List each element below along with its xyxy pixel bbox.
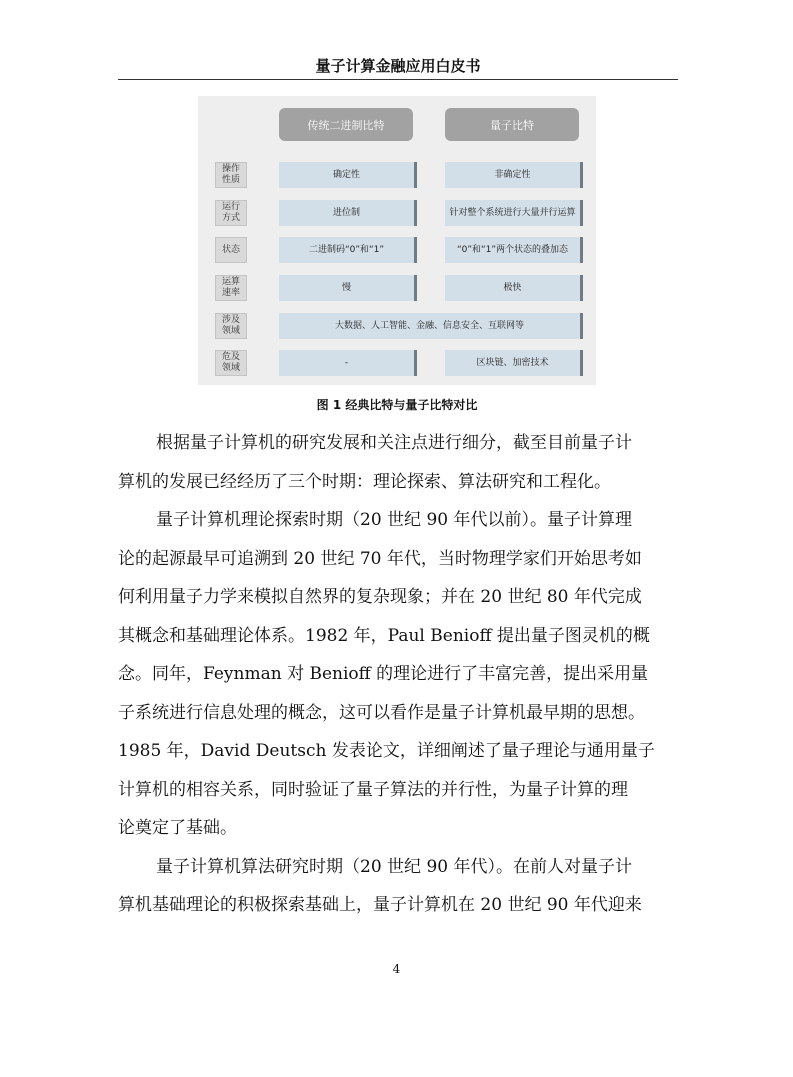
text-line-content: 论奠定了基础。 — [118, 818, 237, 838]
text-line-content: 论的起源最早可追溯到 20 世纪 70 年代，当时物理学家们开始思考如 — [118, 548, 642, 569]
page-number: 4 — [392, 962, 401, 976]
text-line — [118, 771, 690, 810]
cell-mode-classical: 进位制 — [279, 200, 417, 226]
text-line — [118, 578, 690, 617]
text-line-content: 算机基础理论的积极探索基础上，量子计算机在 20 世纪 90 年代迎来 — [118, 895, 642, 915]
text-line-content: 算机的发展已经经历了三个时期：理论探索、算法研究和工程化。 — [118, 471, 611, 492]
text-line-content: 何利用量子力学来模拟自然界的复杂现象；并在 20 世纪 80 年代完成 — [118, 587, 642, 607]
text-line-content: 念。同年，Feynman 对 Benioff 的理论进行了丰富完善，提出采用量 — [118, 664, 649, 684]
text-line — [118, 694, 690, 733]
row-label-state: 状态 — [215, 237, 247, 263]
cell-speed-classical: 慢 — [279, 275, 417, 301]
cell-threatened-classical: - — [279, 350, 417, 376]
text-line — [118, 732, 690, 771]
cell-speed-quantum: 极快 — [445, 275, 583, 301]
col-header-quantum-bit: 量子比特 — [445, 108, 579, 141]
text-line-content: 其概念和基础理论体系。1982 年，Paul Benioff 提出量子图灵机的概 — [118, 625, 650, 646]
page-header-title: 量子计算金融应用白皮书 — [118, 56, 678, 80]
row-label-speed: 运算 速率 — [215, 275, 247, 301]
row-label-operation: 操作 性质 — [215, 162, 247, 188]
row-label-fields: 涉及 领域 — [215, 313, 247, 339]
text-line — [118, 617, 690, 656]
cell-state-classical: 二进制码“0”和“1” — [279, 237, 417, 263]
text-line — [118, 463, 690, 502]
text-line-content: 根据量子计算机的研究发展和关注点进行细分，截至目前量子计 — [156, 433, 632, 453]
text-line-content: 量子计算机理论探索时期（20 世纪 90 年代以前）。量子计算理 — [156, 510, 632, 530]
text-line — [118, 540, 690, 579]
text-line — [118, 809, 690, 848]
text-line — [118, 501, 690, 540]
cell-threatened-quantum: 区块链、加密技术 — [445, 350, 583, 376]
text-line-content: 1985 年，David Deutsch 发表论文，详细阐述了量子理论与通用量子 — [118, 741, 655, 761]
cell-fields-merged: 大数据、人工智能、金融、信息安全、互联网等 — [279, 313, 583, 339]
cell-mode-quantum: 针对整个系统进行大量并行运算 — [445, 200, 583, 226]
row-label-mode: 运行 方式 — [215, 200, 247, 226]
text-line — [118, 886, 690, 925]
cell-operation-quantum: 非确定性 — [445, 162, 583, 188]
text-line — [118, 655, 690, 694]
row-label-threatened-fields: 危及 领域 — [215, 350, 247, 376]
cell-state-quantum: “0”和“1”两个状态的叠加态 — [445, 237, 583, 263]
figure-caption: 图 1 经典比特与量子比特对比 — [316, 398, 478, 412]
text-line-content: 计算机的相容关系，同时验证了量子算法的并行性，为量子计算的理 — [118, 779, 628, 800]
body-text — [118, 424, 690, 925]
text-line — [118, 424, 690, 463]
text-line — [118, 848, 690, 887]
text-line-content: 量子计算机算法研究时期（20 世纪 90 年代）。在前人对量子计 — [156, 856, 632, 877]
comparison-figure — [198, 96, 596, 385]
cell-operation-classical: 确定性 — [279, 162, 417, 188]
col-header-classical-bit: 传统二进制比特 — [279, 108, 413, 141]
text-line-content: 子系统进行信息处理的概念，这可以看作是量子计算机最早期的思想。 — [118, 702, 645, 723]
